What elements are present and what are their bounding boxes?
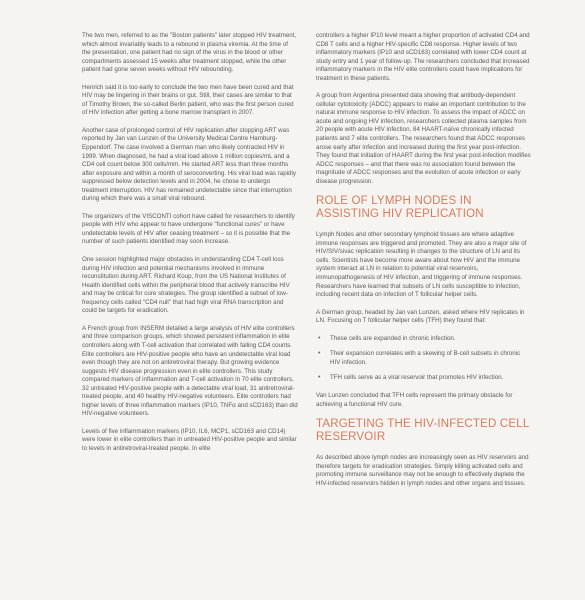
bullet-icon: • <box>318 334 321 342</box>
paragraph: Levels of five inflammation markers (IP10, IL6, MCP1, sCD163 and CD14) were lower in elite controllers than in untreated HIV-positive people and similar to levels in antiretroviral-treated people. In elite <box>82 427 297 452</box>
paragraph: A French group from INSERM detailed a large analysis of HIV elite controllers and three comparison groups, which showed persistent inflammation in elite controllers along with T-cell activation that correlated with falling CD4 counts. Elite controllers are HIV-positive people who have an undetectable viral load even though they are not on antiretroviral therapy. But growing evidence suggests HIV disease progression even in elite controllers. This study compared markers of inflammation and T-cell activation in 70 elite controllers, 32 untreated HIV-positive people with a detectable viral load, 31 antiretroviral-treated people, and 40 healthy HIV-negative volunteers. Elite controllers had higher levels of three inflammation markers (IP10, TNFα and sCD163) than did HIV-negative volunteers. <box>82 324 298 418</box>
section-heading-lymph-nodes: ROLE OF LYMPH NODES IN ASSISTING HIV REPLICATION <box>316 195 484 221</box>
paragraph: A German group, headed by Jan van Lunzen, asked where HIV replicates in LN. Focusing on T follicular helper cells (TFH) they found that: <box>316 308 525 325</box>
list-item <box>316 335 532 344</box>
paragraph: Lymph Nodes and other secondary lymphoid tissues are where adaptive immune responses are triggered and promoted. They are also a major site of HIV/SIV/sivac replication resulting in changes to the structure of LN and its cells. Scientists have become more aware about how HIV and the immune system interact at LN in relation to potential viral reservoirs, immunopathogenesis of HIV infection, and triggering of immune responses. Researchers have learned that subsets of LN cells susceptible to infection, including recent data on infection of T follicular helper cells. <box>316 231 527 299</box>
left-column <box>82 32 298 600</box>
paragraph: The organizers of the VISCONTI cohort have called for researchers to identify people with HIV who appear to have undergone "functional cures" or have undetectable levels of HIV after ceasing treatment – so it is possible that the number of such patients identified may soon increase. <box>82 212 295 246</box>
paragraph: Another case of prolonged control of HIV replication after stopping ART was reported by Jan van Lunzen of the University Medical Centre Hamburg-Eppendorf. The case involved a German man who likely contracted HIV in 1999. When diagnosed, he had a viral load above 1 million copies/mL and a CD4 cell count below 300 cells/mm. He started ART less than three months after exposure and within a month of seroconverting. His viral load was rapidly suppressed below detection levels and in 2004, he chose to undergo treatment interruption. HIV has remained undetectable since that interruption during which there was a small viral rebound. <box>82 126 296 203</box>
right-column <box>316 32 532 600</box>
bullet-list <box>316 335 532 383</box>
paragraph: As described above lymph nodes are increasingly seen as HIV reservoirs and therefore targets for eradication strategies. Simply killing activated cells and promoting immune surveillance may not be enough to effectively deplete the HIV-infected reservoirs hidden in lymph nodes and other organs and tissues. <box>316 454 529 487</box>
list-item <box>316 374 532 383</box>
list-item <box>316 350 532 367</box>
bullet-icon: • <box>318 374 321 382</box>
bullet-icon: • <box>318 350 321 358</box>
list-item-text: These cells are expanded in chronic infection. <box>330 334 456 342</box>
list-item-text: Their expansion correlates with a skewing of B-cell subsets in chronic HIV infection. <box>330 350 521 366</box>
paragraph: Henrich said it is too early to conclude the two men have been cured and that HIV may be lingering in their brains or gut. Still, their cases are similar to that of Timothy Brown, the so-called Berlin patient, who was the first person cured of HIV infection after getting a bone marrow transplant in 2007. <box>82 83 294 117</box>
paragraph: Van Lunzen concluded that TFH cells represent the primary obstacle for achieving a functional HIV cure. <box>316 391 513 408</box>
section-heading-targeting-reservoir: TARGETING THE HIV-INFECTED CELL RESERVOIR <box>316 418 530 444</box>
paragraph: The two men, referred to as the "Boston patients" later stopped HIV treatment, which almost invariably leads to a rebound in plasma viremia. At the time of the presentation, one patient had no sign of the virus in the blood or other compartments assessed 15 weeks after treatment stopped, while the other patient had gone seven weeks without HIV rebounding. <box>82 32 297 74</box>
list-item-text: TFH cells serve as a viral reservoir that promotes HIV infection. <box>330 374 504 382</box>
paragraph: controllers a higher IP10 level meant a higher proportion of activated CD4 and CD8 T cells and a higher HIV-specific CD8 response. Higher levels of two inflammatory markers (IP10 and sCD163) correlated with lower CD4 count at study entry and 1 year of follow-up. The researchers concluded that increased inflammatory markers in the HIV elite controllers could have implications for treatment in these patients. <box>316 32 530 82</box>
paragraph: One session highlighted major obstacles in understanding CD4 T-cell loss during HIV infection and potential mechanisms involved in immune reconstitution during ART. Richard Koup, from the US National Institutes of Health identified cells within the peripheral blood that actively transcribe HIV and may be critical for cure strategies. The group identified a subset of low-frequency cells called "CD4 null" that had high viral RNA transcription and could be targets for eradication. <box>82 256 290 315</box>
paragraph: A group from Argentina presented data showing that antibody-dependent cellular cytotoxicity (ADCC) appears to make an important contribution to the natural immune response to HIV infection. To assess the impact of ADCC on acute and ongoing HIV infection, researchers collected plasma samples from 20 people with acute HIV infection, 84 HAART-naïve chronically infected patients and 7 elite controllers. The researchers found that ADCC responses arose early after infection and increased during the first year post-infection. They found that initiation of HAART during the first year post-infection modifies ADCC responses – and that there was no association found between the magnitude of ADCC responses and the evolution of acute infection or early disease progression. <box>316 92 531 185</box>
